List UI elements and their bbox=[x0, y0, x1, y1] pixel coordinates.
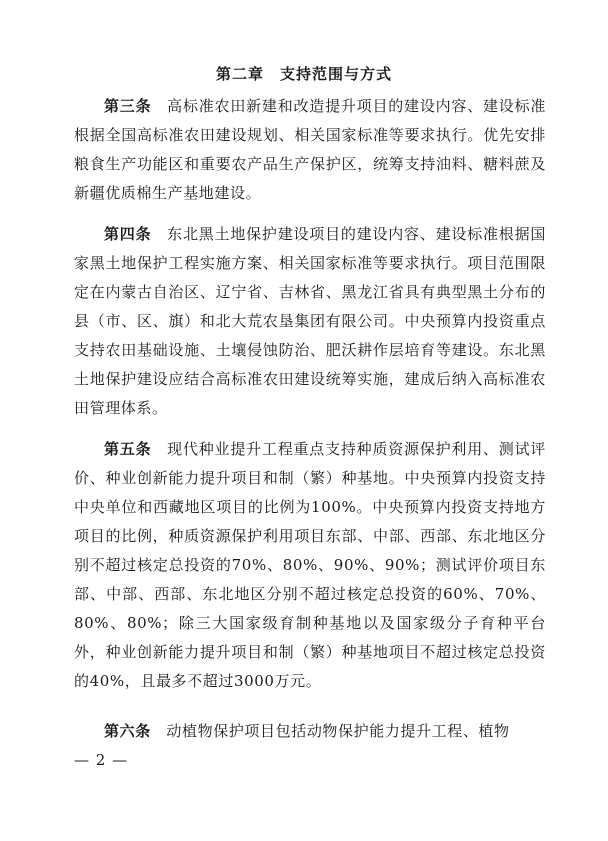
article-5-heading: 第五条 bbox=[104, 440, 152, 458]
article-5 bbox=[74, 435, 546, 696]
article-3-heading: 第三条 bbox=[104, 97, 152, 115]
chapter-title: 第二章 支持范围与方式 bbox=[215, 65, 392, 83]
article-6 bbox=[74, 717, 546, 746]
article-3-text: 高标准农田新建和改造提升项目的建设内容、建设标准根据全国高标准农田建设规划、相关国家标准等要求执行。优先安排粮食生产功能区和重要农产品生产保护区，统筹支持油料、糖料蔗及新疆优质棉生产基地建设。 bbox=[74, 97, 546, 202]
article-6-heading: 第六条 bbox=[104, 722, 151, 740]
article-4-text: 东北黑土地保护建设项目的建设内容、建设标准根据国家黑土地保护工程实施方案、相关国家标准等要求执行。项目范围限定在内蒙古自治区、辽宁省、吉林省、黑龙江省具有典型黑土分布的县（市、区、旗）和北大荒农垦集团有限公司。中央预算内投资重点支持农田基础设施、土壤侵蚀防治、肥沃耕作层培育等建设。东北黑土地保护建设应结合高标准农田建设统筹实施，建成后纳入高标准农田管理体系。 bbox=[74, 225, 546, 417]
article-3 bbox=[74, 92, 546, 208]
article-5-text: 现代种业提升工程重点支持种质资源保护利用、测试评价、种业创新能力提升项目和制（繁）种基地。中央预算内投资支持中央单位和西藏地区项目的比例为100%。中央预算内投资支持地方项目的比例，种质资源保护利用项目东部、中部、西部、东北地区分别不超过核定总投资的70%、80%、90%、90%；测试评价项目东部、中部、西部、东北地区分别不超过核定总投资的60%、70%、80%、80%；除三大国家级育制种基地以及国家级分子育种平台外，种业创新能力提升项目和制（繁）种基地项目不超过核定总投资的40%，且最多不超过3000万元。 bbox=[74, 440, 546, 690]
article-6-text: 动植物保护项目包括动物保护能力提升工程、植物 bbox=[166, 722, 510, 740]
page-number: — 2 — bbox=[74, 751, 129, 769]
article-4 bbox=[74, 220, 546, 423]
article-4-heading: 第四条 bbox=[104, 225, 152, 243]
